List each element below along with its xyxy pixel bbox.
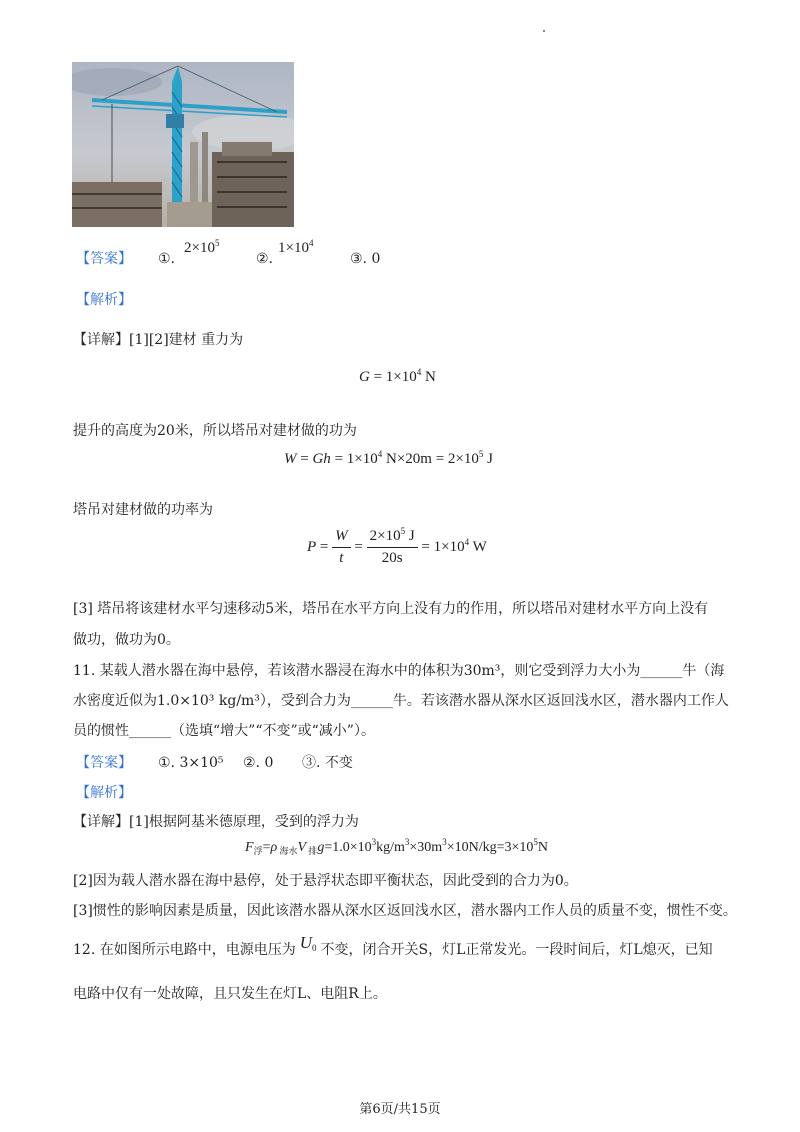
q11-stem-a: 11. 某载人潜水器在海中悬停，若该潜水器浸在海水中的体积为30m³，则它受到浮力大小为______牛（海 — [73, 663, 725, 679]
tower-crane-photo — [72, 62, 294, 227]
q11-ans2: ②. 0 — [243, 755, 274, 771]
q11-ans1: ①. 3×10⁵ — [158, 755, 224, 771]
q11-stem-b: 水密度近似为1.0×10³ kg/m³），受到合力为______牛。若该潜水器从深水区返回浅水区，潜水器内工作人 — [73, 693, 729, 709]
q11-detail3: [3]惯性的影响因素是质量，因此该潜水器从深水区返回浅水区，潜水器内工作人员的质量不变，惯性不变。 — [73, 903, 737, 919]
q10-ans3-label: ③. 0 — [350, 251, 381, 267]
equation-work: $W = Gh = 1\times 10^4$ $N\times 20m = 2\times 10^5$ J — [284, 449, 493, 467]
q10-analysis-tag: 【解析】 — [76, 292, 132, 308]
q12-stem-b: 电路中仅有一处故障，且只发生在灯L、电阻R上。 — [73, 986, 387, 1002]
q11-detail2: [2]因为载人潜水器在海中悬停，处于悬浮状态即平衡状态，因此受到的合力为0。 — [73, 873, 578, 889]
q10-detail3-b: 做功，做功为0。 — [73, 632, 180, 648]
scan-dot — [543, 30, 545, 32]
q10-height-line: 提升的高度为20米，所以塔吊对建材做的功为 — [73, 423, 357, 439]
equation-buoyancy: $F_浮=\rho$ $_{海水}$V $_排g=1.0\times 10^3kg/m^3\times 30m^3\times 10N/kg=3\times 10^5N$ — [245, 837, 548, 856]
q10-ans2-label: ②. — [256, 251, 274, 267]
q10-detail-line: 【详解】[1][2]建材 重力为 — [73, 332, 244, 348]
equation-gravity: $G = 1\times 10^4$ N — [359, 367, 436, 385]
equation-power: P = $\frac{W}{t}$ = $\frac{2\times 10^5 J}{20s}$ = $1\times 10^4$ W — [307, 526, 487, 566]
q10-ans1-value: $2\times 10^5$ — [184, 238, 220, 256]
q12-stem-a: 12. 在如图所示电路中，电源电压为 $U_0$ 不变，闭合开关S，灯L正常发光。一段时间后，灯L熄灭，已知 — [73, 933, 713, 958]
q11-ans3: ③. 不变 — [302, 755, 353, 771]
q10-ans1-label: ①. — [158, 251, 176, 267]
q10-power-line: 塔吊对建材做的功率为 — [73, 502, 213, 518]
q11-analysis-tag: 【解析】 — [76, 785, 132, 801]
q10-ans2-value: $1\times 10^4$ — [278, 238, 314, 256]
q10-answer-tag: 【答案】 — [76, 251, 132, 267]
q11-stem-c: 员的惯性______（选填“增大”“不变”或“减小”）。 — [73, 723, 375, 739]
q11-answer-tag: 【答案】 — [76, 755, 132, 771]
q11-detail1: 【详解】[1]根据阿基米德原理，受到的浮力为 — [73, 814, 359, 830]
page-footer: 第6页/共15页 — [359, 1102, 441, 1117]
q10-detail3-a: [3] 塔吊将该建材水平匀速移动5米，塔吊在水平方向上没有力的作用，所以塔吊对建材水平方向上没有 — [73, 601, 709, 617]
